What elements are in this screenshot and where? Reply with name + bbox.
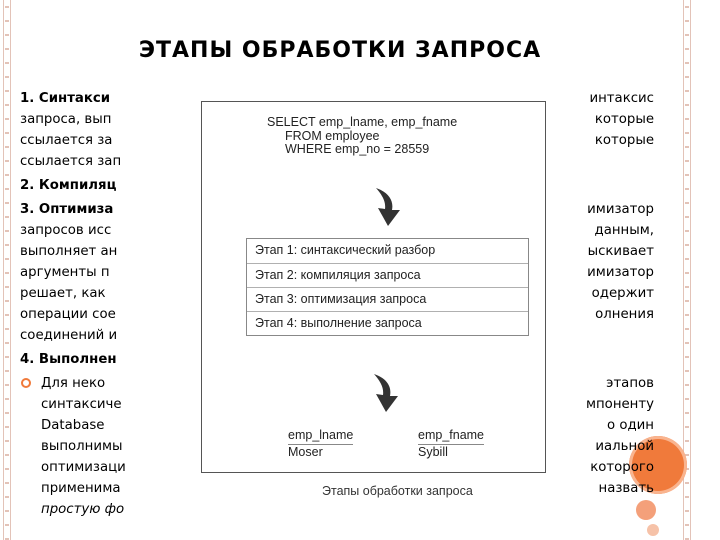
- stage-4: Этап 4: выполнение запроса: [247, 311, 528, 335]
- paragraph-3-line-3: аргументы п: [20, 265, 110, 280]
- strip-dash: [685, 6, 689, 8]
- strip-dash: [5, 440, 9, 442]
- strip-dash: [685, 496, 689, 498]
- curved-arrow-down-icon: [364, 370, 410, 416]
- strip-dash: [685, 118, 689, 120]
- strip-dash: [685, 328, 689, 330]
- strip-dash: [685, 300, 689, 302]
- strip-dash: [5, 412, 9, 414]
- strip-dash: [685, 76, 689, 78]
- strip-dash: [5, 370, 9, 372]
- strip-dash: [5, 286, 9, 288]
- bullet-last-line: простую фо: [41, 502, 125, 517]
- strip-dash: [5, 482, 9, 484]
- strip-dash: [5, 524, 9, 526]
- strip-dash: [685, 146, 689, 148]
- strip-dash: [685, 48, 689, 50]
- bullet-line-5: оптимизаци: [41, 460, 126, 475]
- paragraph-1-line-1: запроса, вып: [20, 112, 112, 127]
- strip-dash: [5, 76, 9, 78]
- strip-dash: [5, 258, 9, 260]
- curved-arrow-down-icon: [366, 184, 412, 230]
- strip-dash: [5, 20, 9, 22]
- strip-dash: [5, 454, 9, 456]
- sql-query: [267, 116, 457, 157]
- strip-dash: [685, 104, 689, 106]
- result-header-fname: emp_fname: [418, 428, 484, 445]
- strip-dash: [5, 384, 9, 386]
- strip-dash: [685, 412, 689, 414]
- result-value-fname: Sybill: [418, 445, 448, 459]
- strip-dash: [5, 510, 9, 512]
- strip-dash: [685, 314, 689, 316]
- paragraph-3-line-4: решает, как: [20, 286, 106, 301]
- strip-dash: [685, 510, 689, 512]
- strip-dash: [685, 202, 689, 204]
- strip-dash: [5, 356, 9, 358]
- bullet-right-3: о один: [606, 418, 654, 433]
- paragraph-3-line-5: операции сое: [20, 307, 116, 322]
- strip-dash: [5, 244, 9, 246]
- paragraph-1-right-3: которые: [594, 133, 654, 148]
- strip-dash: [5, 202, 9, 204]
- strip-dash: [5, 468, 9, 470]
- slide-title: ЭТАПЫ ОБРАБОТКИ ЗАПРОСА: [138, 38, 542, 63]
- strip-dash: [685, 440, 689, 442]
- paragraph-1-line-2: ссылается за: [20, 133, 113, 148]
- strip-dash: [685, 188, 689, 190]
- strip-dash: [5, 174, 9, 176]
- strip-dash: [5, 160, 9, 162]
- orange-circle-decor-small: [647, 524, 659, 536]
- paragraph-1-right-1: интаксис: [589, 91, 654, 106]
- strip-dash: [685, 286, 689, 288]
- strip-dash: [685, 160, 689, 162]
- strip-dash: [685, 258, 689, 260]
- strip-dash: [5, 90, 9, 92]
- result-column-1: [288, 428, 353, 460]
- paragraph-3-right-3: ыскивает: [587, 244, 654, 259]
- paragraph-3-right-2: данным,: [594, 223, 654, 238]
- sql-line-from: FROM employee: [285, 128, 380, 143]
- bullet-right-1: этапов: [606, 376, 654, 391]
- strip-dash: [685, 230, 689, 232]
- strip-dash: [685, 272, 689, 274]
- strip-dash: [685, 342, 689, 344]
- bullet-line-2: синтаксиче: [41, 397, 122, 412]
- strip-dash: [685, 482, 689, 484]
- strip-dash: [685, 174, 689, 176]
- strip-dash: [5, 132, 9, 134]
- bullet-line-4: выполнимы: [41, 439, 123, 454]
- bullet-right-2: мпоненту: [585, 397, 654, 412]
- result-header-lname: emp_lname: [288, 428, 353, 445]
- result-column-2: [418, 428, 484, 460]
- stage-3: Этап 3: оптимизация запроса: [247, 287, 528, 311]
- strip-dash: [685, 34, 689, 36]
- strip-dash: [5, 118, 9, 120]
- stage-1: Этап 1: синтаксический разбор: [255, 243, 436, 257]
- strip-dash: [685, 370, 689, 372]
- bullet-line-3: Database: [41, 418, 105, 433]
- bullet-right-6: назвать: [598, 481, 654, 496]
- diagram-caption: Этапы обработки запроса: [322, 484, 473, 498]
- bullet-line-1: Для неко: [41, 376, 106, 391]
- strip-dash: [685, 244, 689, 246]
- paragraph-3-line-6: соединений и: [20, 328, 118, 343]
- strip-dash: [685, 426, 689, 428]
- strip-dash: [5, 300, 9, 302]
- bullet-circle-icon: [21, 378, 31, 388]
- paragraph-3-right-1: имизатор: [587, 202, 654, 217]
- stages-table: [246, 238, 529, 336]
- strip-dash: [5, 272, 9, 274]
- stage-2: Этап 2: компиляция запроса: [247, 263, 528, 287]
- paragraph-1-line-3: ссылается зап: [20, 154, 122, 169]
- paragraph-3-right-4: имизатор: [587, 265, 654, 280]
- paragraph-3-right-6: олнения: [595, 307, 654, 322]
- strip-dash: [5, 104, 9, 106]
- strip-dash: [5, 230, 9, 232]
- paragraph-4-lead: 4. Выполнен: [20, 352, 117, 367]
- result-value-lname: Moser: [288, 445, 323, 459]
- paragraph-3-line-2: выполняет ан: [20, 244, 118, 259]
- paragraph-1-lead: 1. Синтакси: [20, 91, 111, 106]
- bullet-right-4: иальной: [595, 439, 654, 454]
- strip-dash: [5, 342, 9, 344]
- sql-line-where: WHERE emp_no = 28559: [285, 142, 430, 156]
- paragraph-3-lead: 3. Оптимиза: [20, 202, 114, 217]
- strip-dash: [685, 216, 689, 218]
- strip-dash: [5, 188, 9, 190]
- strip-dash: [5, 398, 9, 400]
- query-processing-diagram: [201, 101, 546, 473]
- strip-dash: [685, 132, 689, 134]
- strip-dash: [685, 384, 689, 386]
- strip-dash: [5, 314, 9, 316]
- strip-dash: [5, 146, 9, 148]
- paragraph-1-right-2: которые: [594, 112, 654, 127]
- strip-dash: [685, 398, 689, 400]
- paragraph-3-right-5: одержит: [591, 286, 654, 301]
- paragraph-3-line-1: запросов исс: [20, 223, 112, 238]
- strip-dash: [5, 216, 9, 218]
- strip-dash: [5, 496, 9, 498]
- strip-dash: [5, 328, 9, 330]
- left-decor-strip: [3, 0, 11, 540]
- strip-dash: [685, 524, 689, 526]
- paragraph-2-lead: 2. Компиляц: [20, 178, 117, 193]
- bullet-line-6: применима: [41, 481, 121, 496]
- strip-dash: [685, 62, 689, 64]
- bullet-right-5: которого: [590, 460, 654, 475]
- sql-line-select: SELECT emp_lname, emp_fname: [267, 115, 458, 129]
- strip-dash: [685, 90, 689, 92]
- strip-dash: [685, 356, 689, 358]
- strip-dash: [5, 34, 9, 36]
- strip-dash: [5, 426, 9, 428]
- strip-dash: [685, 20, 689, 22]
- strip-dash: [5, 6, 9, 8]
